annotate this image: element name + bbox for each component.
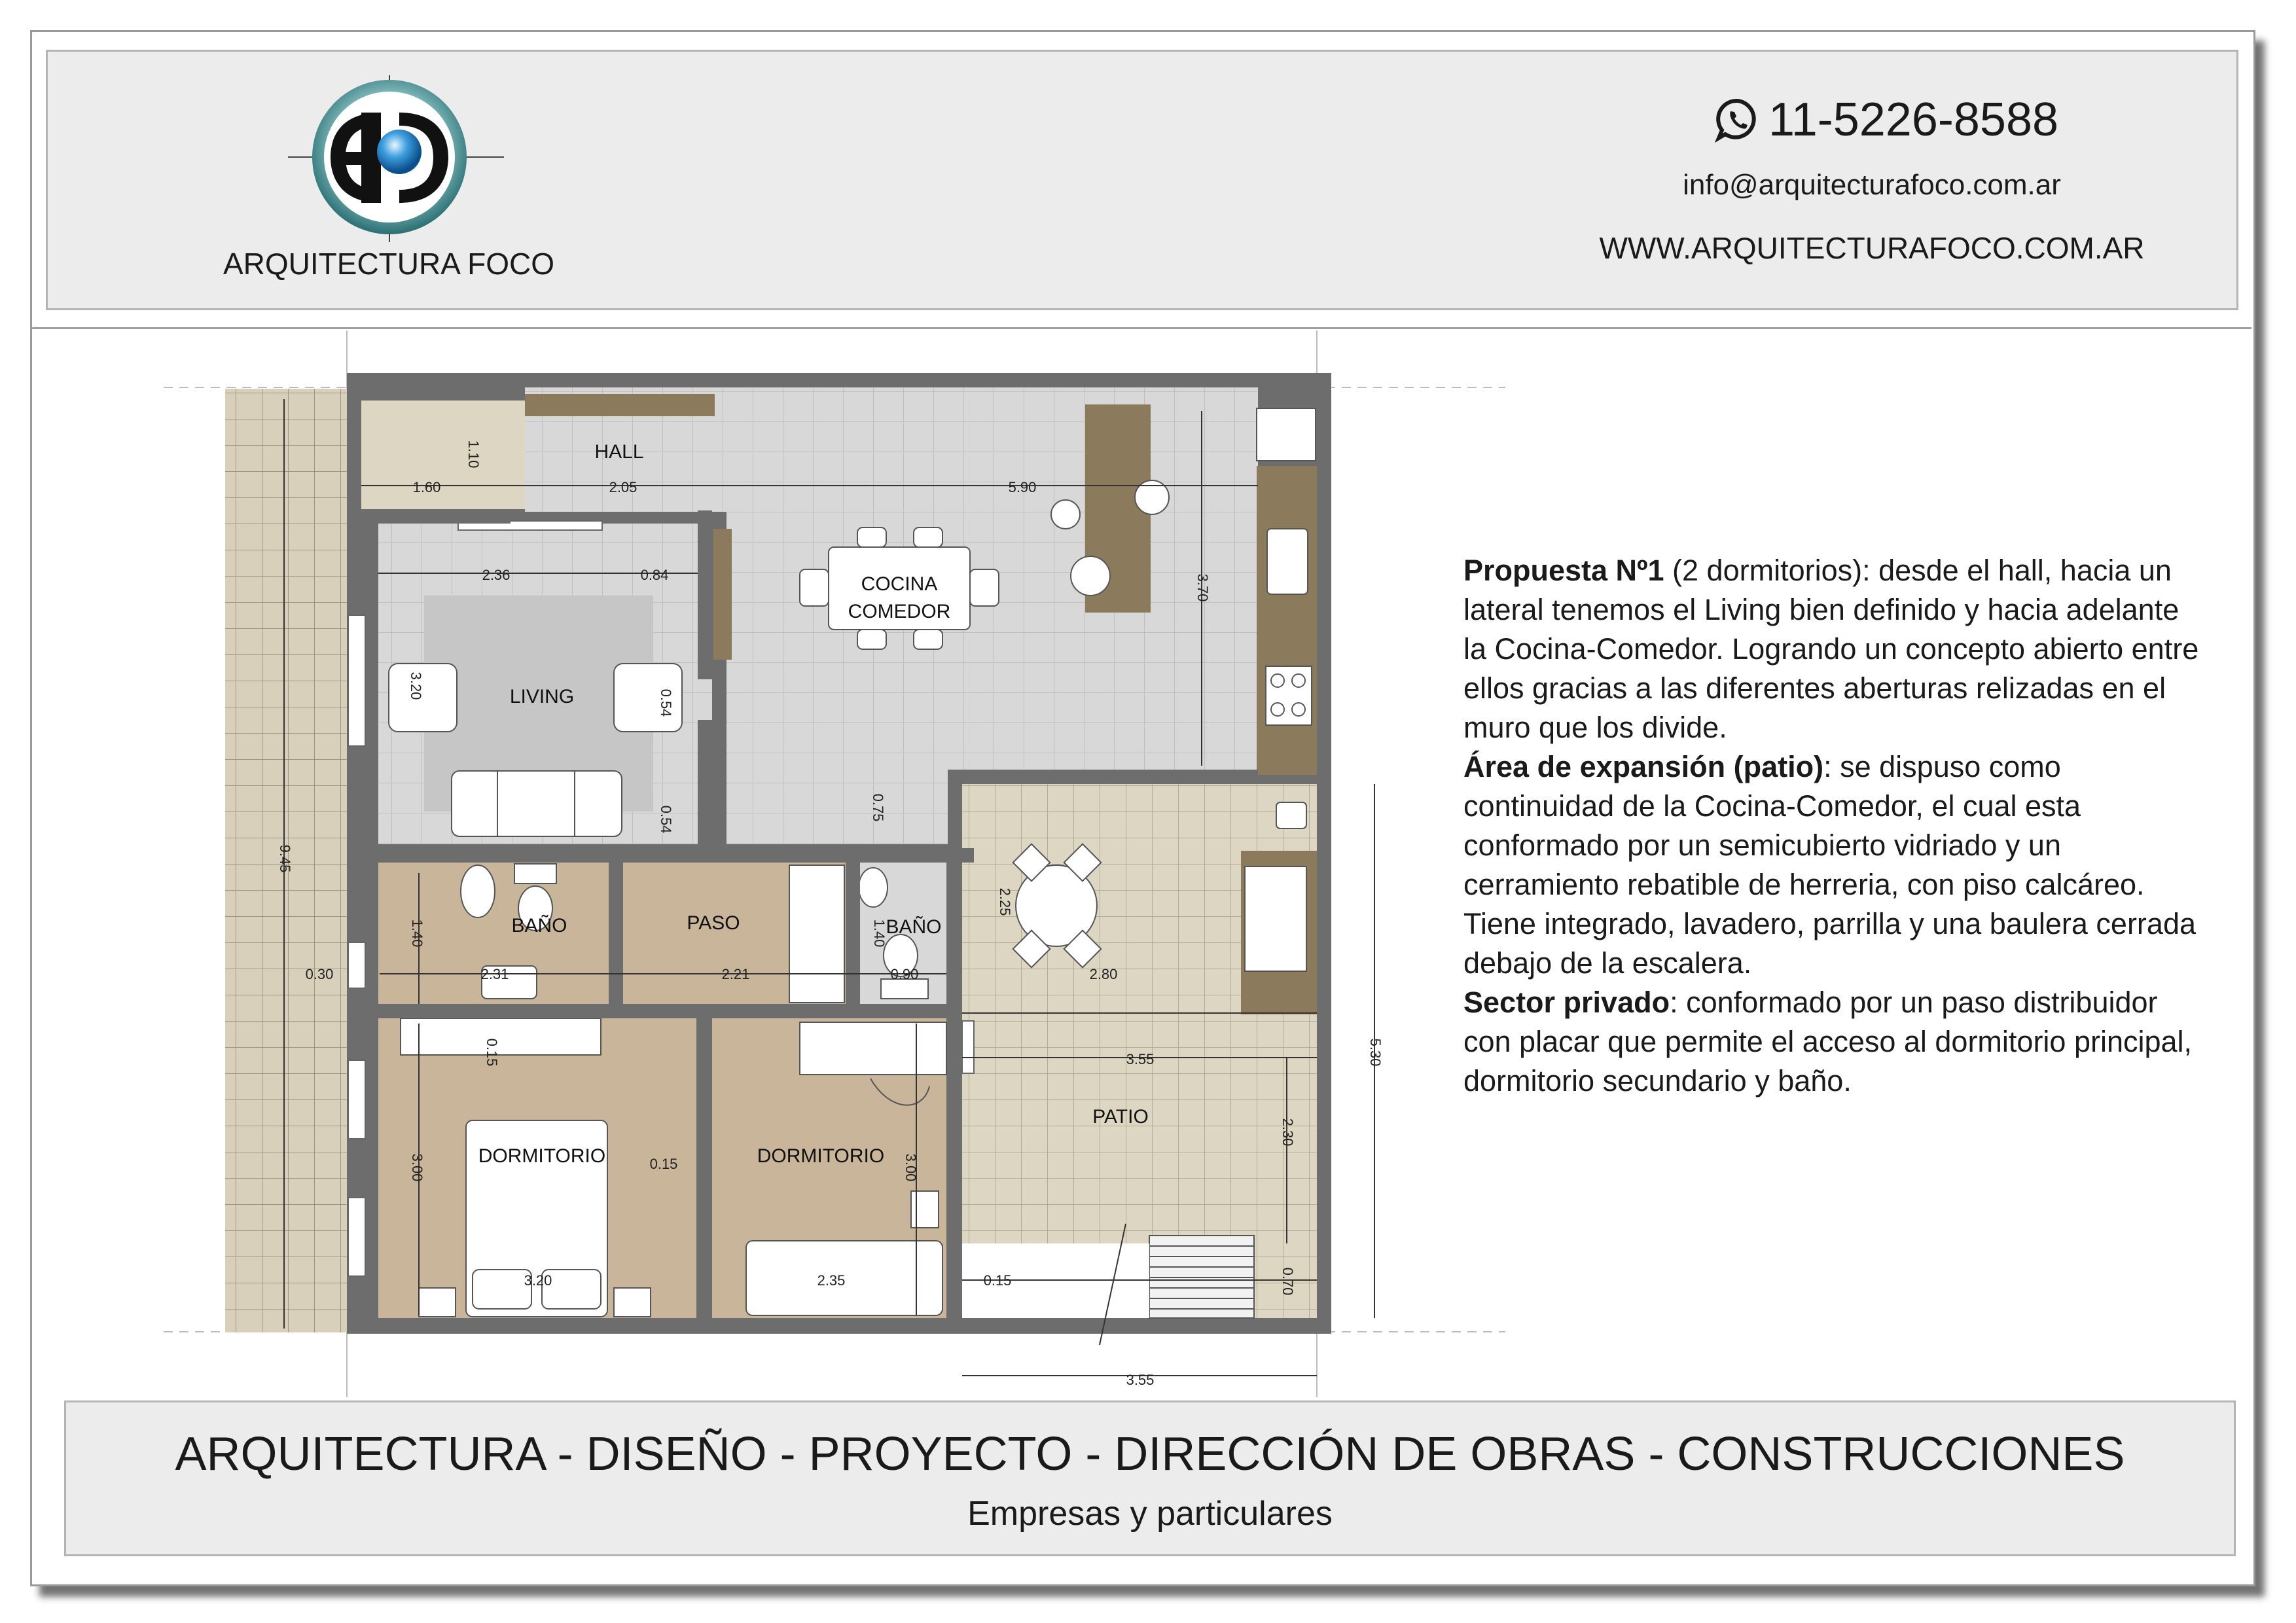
dimension-label: 2.80 xyxy=(1089,966,1118,982)
dimension-label: 0.54 xyxy=(658,805,674,834)
description-text: : conformado por un paso distribuidor con placar que permite el acceso al dormitorio principal, dormitorio secundario y baño. xyxy=(1463,986,2193,1097)
description-heading: Propuesta Nº1 xyxy=(1463,554,1664,587)
living-cabinet xyxy=(713,529,732,660)
footer-panel xyxy=(64,1400,2236,1556)
dimension-label: 0.15 xyxy=(649,1156,678,1172)
dimension-label: 2.05 xyxy=(609,479,637,495)
label-bano1: BAÑO xyxy=(511,915,567,936)
dimension-label: 1.40 xyxy=(871,919,888,948)
label-hall: HALL xyxy=(594,441,644,463)
dimension-label: 0.75 xyxy=(870,793,886,822)
dimension-label: 3.70 xyxy=(1194,573,1211,602)
email-link[interactable]: info@arquitecturafoco.com.ar xyxy=(1683,169,2061,201)
description-heading: Área de expansión (patio) xyxy=(1463,750,1824,783)
dimension-label: 3.00 xyxy=(409,1153,425,1182)
dimension-label: 5.30 xyxy=(1367,1038,1384,1067)
dimension-label: 5.90 xyxy=(1008,479,1037,495)
dimension-label: 3.55 xyxy=(1126,1051,1155,1067)
dimension-label: 2.21 xyxy=(721,966,750,982)
description-p3: Tiene integrado, lavadero, parrilla y una baulera cerrada debajo de la escalera. xyxy=(1463,907,2197,980)
dimension-label: 3.00 xyxy=(903,1153,919,1182)
dimension-label: 0.15 xyxy=(484,1038,500,1067)
dimension-label: 0.15 xyxy=(983,1272,1012,1289)
website-link[interactable]: WWW.ARQUITECTURAFOCO.COM.AR xyxy=(1599,231,2145,265)
dimension-label: 2.36 xyxy=(482,567,511,583)
company-name: ARQUITECTURA FOCO xyxy=(223,247,555,281)
kitchen-counter-right xyxy=(1257,466,1317,775)
description-p1 xyxy=(1463,551,2203,747)
label-comedor: COMEDOR xyxy=(848,601,951,622)
description-text: (2 dormitorios): desde el hall, hacia un lateral tenemos el Living bien definido y hacia adelante la Cocina-Comedor. Logrando un concepto abierto entre ellos gracias a las diferentes aberturas relizadas en el muro que los divide. xyxy=(1463,554,2199,744)
hall-cabinet xyxy=(525,394,715,416)
dimension-label: 2.35 xyxy=(817,1272,846,1289)
dimension-label: 3.55 xyxy=(1126,1372,1155,1388)
dimension-label: 2.25 xyxy=(997,887,1013,916)
label-living: LIVING xyxy=(509,686,575,707)
description-text: : se dispuso como continuidad de la Cocina-Comedor, el cual esta conformado por un semicubierto vidriado y un cerramiento rebatible de herreria, con piso calcáreo. xyxy=(1463,750,2145,901)
label-dormitorio1: DORMITORIO xyxy=(478,1145,606,1167)
project-description xyxy=(1463,551,2203,1101)
label-bano2: BAÑO xyxy=(886,916,942,938)
dimension-label: 1.10 xyxy=(465,440,482,469)
dimension-label: 3.20 xyxy=(408,671,424,700)
label-paso: PASO xyxy=(687,912,740,934)
label-cocina: COCINA xyxy=(861,573,938,595)
services-subtitle: Empresas y particulares xyxy=(967,1495,1333,1533)
services-title: ARQUITECTURA - DISEÑO - PROYECTO - DIRECCIÓN DE OBRAS - CONSTRUCCIONES xyxy=(175,1428,2125,1480)
label-dormitorio2: DORMITORIO xyxy=(757,1145,885,1167)
dimension-label: 0.30 xyxy=(305,966,334,982)
phone-number: 11-5226-8588 xyxy=(1768,94,2059,146)
dimension-label: 0.70 xyxy=(1280,1267,1296,1296)
dimension-label: 0.54 xyxy=(658,688,674,717)
dimension-label: 1.40 xyxy=(409,919,425,948)
laundry-sink-box xyxy=(1245,866,1306,971)
dimension-label: 0.90 xyxy=(890,966,919,982)
description-p4 xyxy=(1463,983,2203,1101)
dimension-label: 1.60 xyxy=(412,479,441,495)
dimension-label: 9.45 xyxy=(277,844,293,873)
label-patio: PATIO xyxy=(1092,1106,1149,1128)
description-heading: Sector privado xyxy=(1463,986,1670,1019)
dimension-label: 2.31 xyxy=(480,966,509,982)
dimension-label: 0.84 xyxy=(640,567,669,583)
dimension-label: 2.30 xyxy=(1280,1118,1296,1147)
dimension-label: 3.20 xyxy=(524,1272,552,1289)
description-p2 xyxy=(1463,747,2203,904)
entry-floor xyxy=(361,401,525,509)
